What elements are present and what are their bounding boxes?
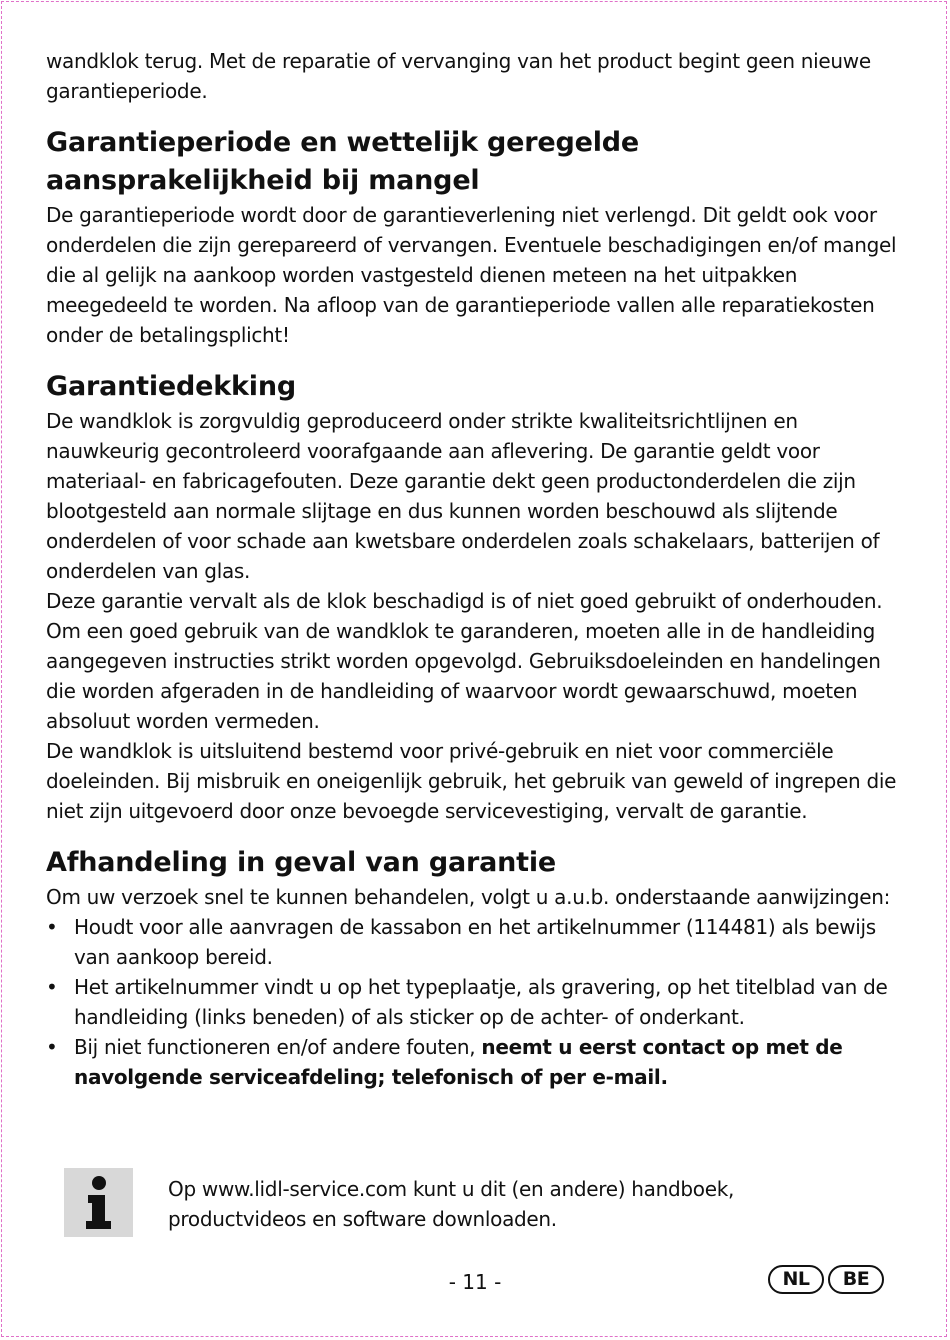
list-item xyxy=(46,1032,908,1092)
list-item-text: Houdt voor alle aanvragen de kassabon en het artikelnummer (114481) als bewijs van aankoop bereid. xyxy=(74,915,876,969)
page-footer xyxy=(0,1265,950,1301)
coverage-paragraph-1: De wandklok is zorgvuldig geproduceerd onder strikte kwaliteitsrichtlijnen en nauwkeurig gecontroleerd voorafgaande aan aflevering. De garantie geldt voor materiaal- en fabricagefouten. Deze garantie dekt geen productonderdelen die zijn blootgesteld aan normale slijtage en dus kunnen worden beschouwd als slijtende onderdelen of voor schade aan kwetsbare onderdelen zoals schakelaars, batterijen of onderdelen van glas. xyxy=(46,409,880,583)
country-badge-nl: NL xyxy=(768,1265,824,1294)
bullet-icon: • xyxy=(46,1035,58,1059)
section-guarantee-period xyxy=(46,124,908,350)
page-content xyxy=(46,46,908,1110)
info-icon xyxy=(64,1168,133,1237)
page-number: - 11 - xyxy=(448,1270,502,1294)
heading-line-1: Garantieperiode en wettelijk geregelde xyxy=(46,127,640,158)
section-guarantee-coverage xyxy=(46,368,908,826)
country-badge-be: BE xyxy=(828,1265,884,1294)
list-item-bold-text: neemt u eerst contact op met de navolgende serviceafdeling; telefonisch of per e-mail. xyxy=(74,1035,843,1089)
info-text: Op www.lidl-service.com kunt u dit (en andere) handboek, productvideos en software downloaden. xyxy=(168,1177,735,1231)
bullet-icon: • xyxy=(46,975,58,999)
handling-intro: Om uw verzoek snel te kunnen behandelen, volgt u a.u.b. onderstaande aanwijzingen: xyxy=(46,885,891,909)
section-guarantee-handling xyxy=(46,844,908,1092)
bullet-icon: • xyxy=(46,915,58,939)
instruction-list xyxy=(46,912,908,1092)
section-heading: Afhandeling in geval van garantie xyxy=(46,847,557,878)
section-body: De garantieperiode wordt door de garantieverlening niet verlengd. Dit geldt ook voor onderdelen die zijn gerepareerd of vervangen. Eventuele beschadigingen en/of mangel die al gelijk na aankoop worden vastgesteld dienen meteen na het uitpakken meegedeeld te worden. Na afloop van de garantieperiode vallen alle reparatiekosten onder de betalingsplicht! xyxy=(46,203,897,347)
coverage-paragraph-3: De wandklok is uitsluitend bestemd voor privé-gebruik en niet voor commerciële doeleinden. Bij misbruik en oneigenlijk gebruik, het gebruik van geweld of ingrepen die niet zijn uitgevoerd door onze bevoegde servicevestiging, vervalt de garantie. xyxy=(46,739,897,823)
section-heading xyxy=(46,124,908,200)
list-item-text: Bij niet functioneren en/of andere fouten, xyxy=(74,1035,482,1059)
country-badges xyxy=(768,1265,888,1299)
list-item xyxy=(46,912,908,972)
info-note xyxy=(64,1166,904,1238)
intro-paragraph: wandklok terug. Met de reparatie of vervanging van het product begint geen nieuwe garantieperiode. xyxy=(46,49,871,103)
coverage-paragraph-2: Deze garantie vervalt als de klok beschadigd is of niet goed gebruikt of onderhouden. Om een goed gebruik van de wandklok te garanderen, moeten alle in de handleiding aangegeven instructies strikt worden opgevolgd. Gebruiksdoeleinden en handelingen die worden afgeraden in de handleiding of waarvoor wordt gewaarschuwd, moeten absoluut worden vermeden. xyxy=(46,589,883,733)
heading-line-2: aansprakelijkheid bij mangel xyxy=(46,165,480,196)
section-heading: Garantiedekking xyxy=(46,371,296,402)
list-item xyxy=(46,972,908,1032)
info-glyph xyxy=(64,1168,133,1237)
list-item-text: Het artikelnummer vindt u op het typeplaatje, als gravering, op het titelblad van de handleiding (links beneden) of als sticker op de achter- of onderkant. xyxy=(74,975,888,1029)
